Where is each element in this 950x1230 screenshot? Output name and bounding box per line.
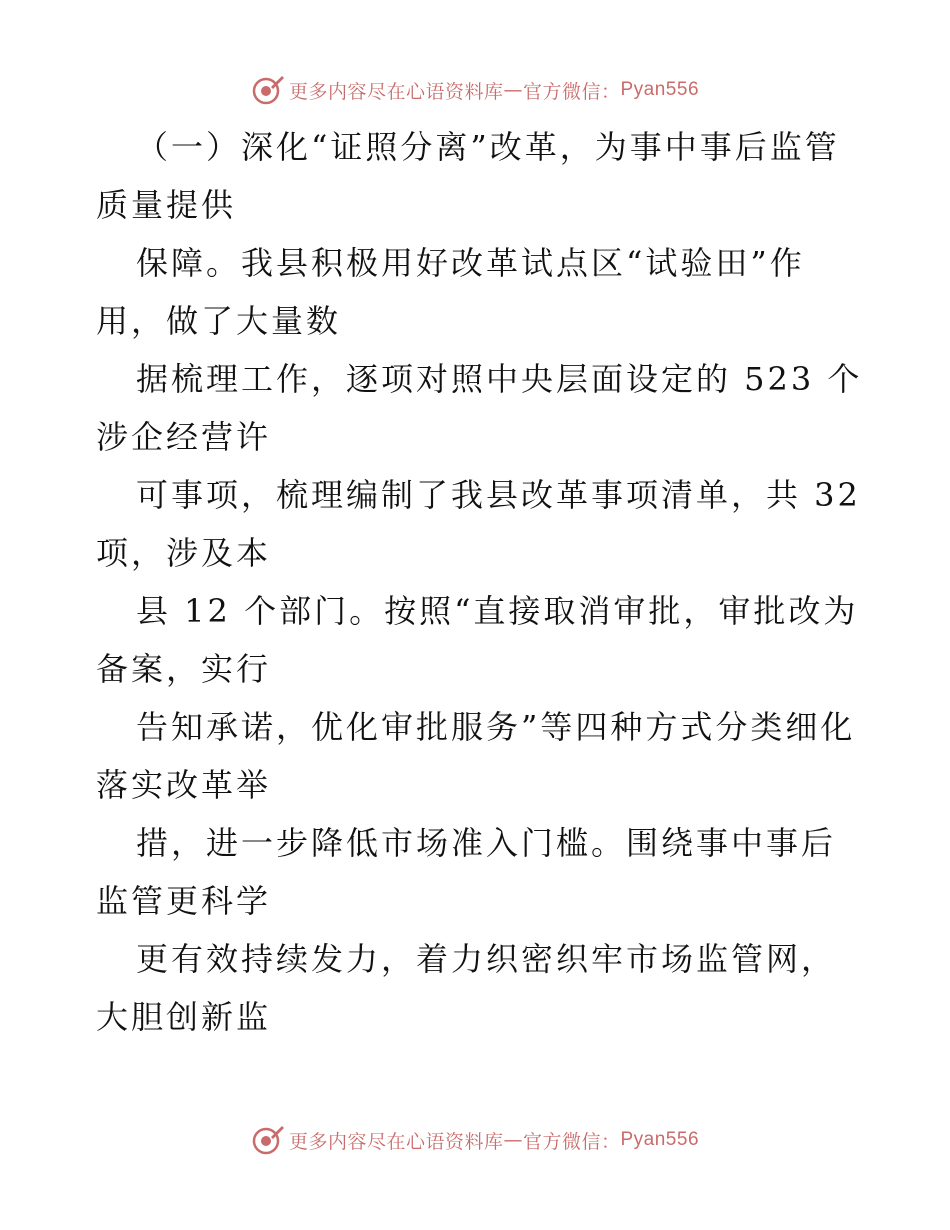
pen-logo-icon (251, 1123, 285, 1157)
paragraph-6: 告知承诺，优化审批服务”等四种方式分类细化落实改革举 (96, 708, 856, 804)
paragraph-5: 县 12 个部门。按照“直接取消审批，审批改为备案，实行 (96, 592, 859, 688)
header-wechat-id: Pyan556 (620, 79, 700, 100)
paragraph-1: （一）深化“证照分离”改革，为事中事后监管质量提供 (96, 128, 840, 224)
header-banner (0, 70, 950, 110)
footer-wechat-id: Pyan556 (620, 1129, 700, 1150)
footer-banner-text: 更多内容尽在心语资料库 (288, 1130, 504, 1153)
paragraph-8: 更有效持续发力，着力织密织牢市场监管网，大胆创新监 (96, 940, 837, 1036)
document-body (96, 118, 866, 1046)
header-banner-text: 更多内容尽在心语资料库 (288, 80, 504, 103)
paragraph-7: 措，进一步降低市场准入门槛。围绕事中事后监管更科学 (96, 824, 837, 920)
header-wechat-label: 官方微信： (522, 80, 621, 103)
footer-banner-dash: — (503, 1129, 523, 1151)
pen-logo-icon (251, 73, 285, 107)
paragraph-4: 可事项，梳理编制了我县改革事项清单，共 32 项，涉及本 (96, 476, 861, 572)
footer-wechat-label: 官方微信： (522, 1130, 621, 1153)
paragraph-2: 保障。我县积极用好改革试点区“试验田”作用，做了大量数 (96, 244, 805, 340)
footer-banner (0, 1120, 950, 1160)
header-banner-dash: — (503, 79, 523, 101)
paragraph-3: 据梳理工作，逐项对照中央层面设定的 523 个涉企经营许 (96, 360, 863, 456)
